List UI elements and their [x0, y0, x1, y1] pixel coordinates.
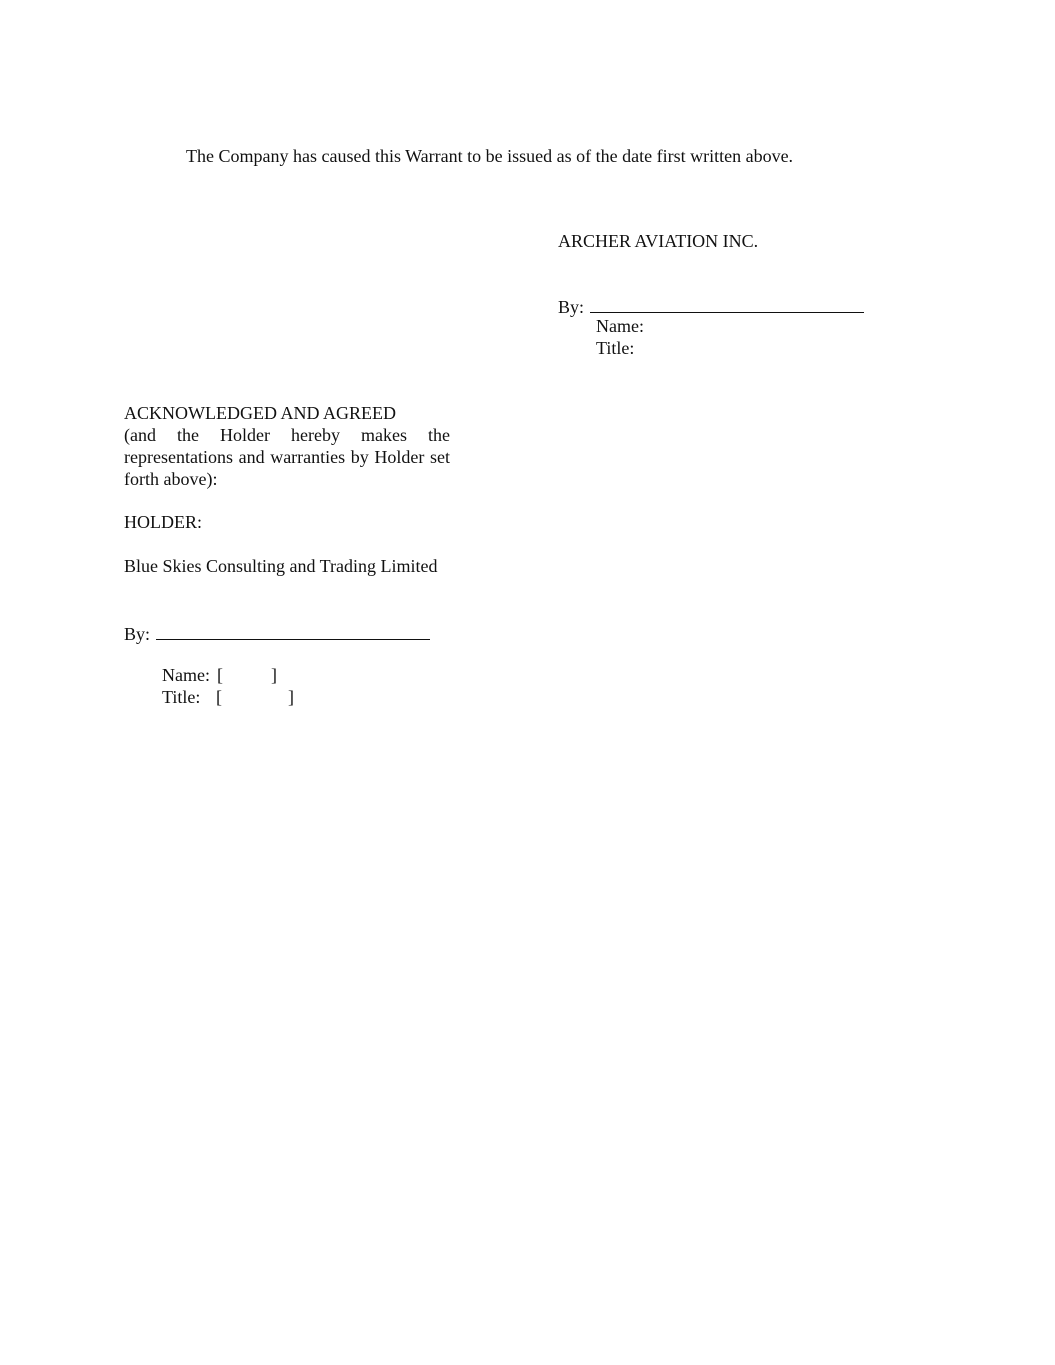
- company-by-label: By:: [558, 297, 585, 317]
- holder-title-label: Title:: [162, 687, 201, 707]
- holder-signature-blank: [156, 620, 430, 640]
- title-bracket-close: ]: [288, 687, 294, 707]
- company-signature-blank: [590, 293, 864, 313]
- title-bracket-open: [: [216, 687, 222, 707]
- holder-name-label: Name:: [162, 665, 210, 685]
- intro-statement: The Company has caused this Warrant to be issued as of the date first written above.: [186, 146, 794, 166]
- holder-name: Blue Skies Consulting and Trading Limited: [124, 556, 438, 576]
- holder-by-label: By:: [124, 624, 151, 644]
- holder-signature-line: [124, 620, 430, 645]
- company-title-label: Title:: [596, 338, 635, 358]
- name-bracket-open: [: [217, 665, 223, 685]
- acknowledgement-parenthetical: (and the Holder hereby makes the representations and warranties by Holder set forth above):: [124, 425, 450, 489]
- acknowledgement-heading: ACKNOWLEDGED AND AGREED: [124, 403, 396, 423]
- holder-label: HOLDER:: [124, 512, 202, 532]
- company-name: ARCHER AVIATION INC.: [558, 231, 759, 251]
- holder-name-row: [162, 664, 277, 686]
- acknowledgement-block: [124, 402, 450, 490]
- name-bracket-close: ]: [271, 665, 277, 685]
- company-name-label: Name:: [596, 316, 644, 336]
- holder-title-row: [162, 686, 294, 708]
